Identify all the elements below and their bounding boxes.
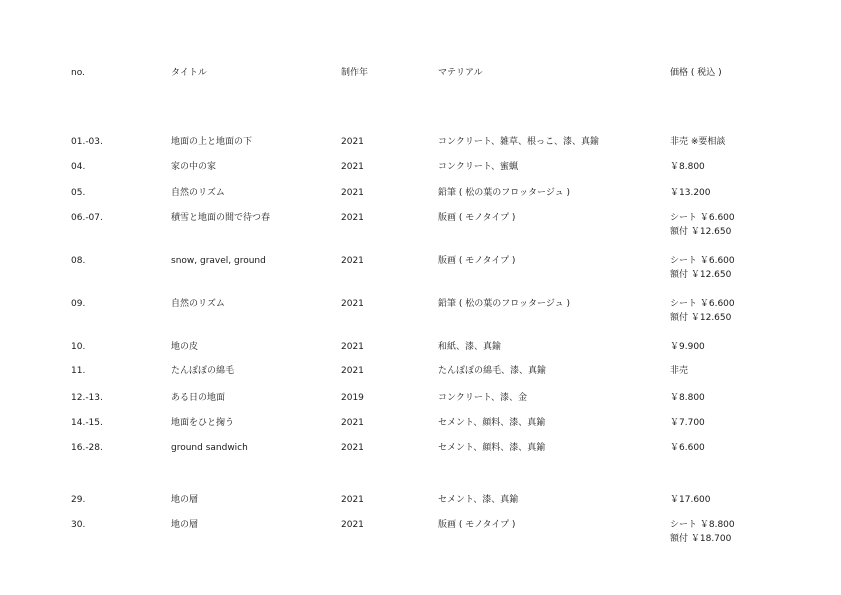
row-no: 11. (71, 366, 86, 376)
row-year: 2021 (341, 299, 364, 309)
row-material: 鉛筆 ( 松の葉のフロッタージュ ) (438, 188, 571, 198)
row-title: 自然のリズム (171, 299, 225, 309)
price-line: シート ￥6.600 (670, 299, 735, 309)
row-year: 2021 (341, 366, 364, 376)
row-material: たんぽぽの綿毛、漆、真鍮 (438, 366, 547, 376)
row-price (670, 300, 735, 328)
row-title: ground sandwich (171, 443, 248, 453)
row-price (670, 419, 705, 433)
price-line: 額付 ￥12.650 (670, 270, 732, 280)
row-material: 版画 ( モノタイプ ) (438, 520, 516, 530)
row-price (670, 394, 705, 408)
row-no: 29. (71, 495, 86, 505)
row-price (670, 343, 705, 357)
row-material: コンクリート、漆、金 (438, 393, 528, 403)
row-title: ある日の地面 (171, 393, 226, 403)
row-material: 版画 ( モノタイプ ) (438, 213, 516, 223)
row-price (670, 521, 735, 549)
header-price: 価格 ( 税込 ) (670, 68, 722, 78)
row-no: 01.-03. (71, 137, 103, 147)
row-price (670, 163, 705, 177)
row-title: 地の層 (171, 520, 199, 530)
row-year: 2021 (341, 137, 364, 147)
row-price (670, 257, 735, 285)
row-year: 2021 (341, 342, 364, 352)
price-line: ￥8.800 (670, 162, 705, 172)
row-no: 08. (71, 256, 86, 266)
row-material: セメント、顔料、漆、真鍮 (438, 418, 546, 428)
price-line: ￥17.600 (670, 495, 711, 505)
row-year: 2021 (341, 520, 364, 530)
price-line: シート ￥8.800 (670, 520, 735, 530)
row-price (670, 367, 688, 381)
row-year: 2019 (341, 393, 364, 403)
row-year: 2021 (341, 418, 364, 428)
row-title: 地の皮 (171, 342, 199, 352)
price-line: 非売 (670, 366, 689, 376)
row-title: 地面をひと掬う (171, 418, 235, 428)
row-title: たんぽぽの綿毛 (171, 366, 235, 376)
price-line: 額付 ￥12.650 (670, 313, 732, 323)
row-no: 06.-07. (71, 213, 103, 223)
row-title: 地の層 (171, 495, 199, 505)
price-line: ￥6.600 (670, 443, 705, 453)
row-material: セメント、漆、真鍮 (438, 495, 519, 505)
row-price (670, 444, 705, 458)
row-no: 10. (71, 342, 86, 352)
row-no: 30. (71, 520, 86, 530)
row-material: 鉛筆 ( 松の葉のフロッタージュ ) (438, 299, 571, 309)
price-line: ￥7.700 (670, 418, 705, 428)
row-price (670, 214, 735, 242)
row-title: 自然のリズム (171, 188, 225, 198)
row-year: 2021 (341, 188, 364, 198)
price-line: 非売 ※要相談 (670, 137, 726, 147)
row-year: 2021 (341, 256, 364, 266)
header-material: マテリアル (438, 68, 483, 78)
row-material: セメント、顔料、漆、真鍮 (438, 443, 546, 453)
row-no: 14.-15. (71, 418, 103, 428)
row-title: 家の中の家 (171, 162, 217, 172)
price-line: ￥9.900 (670, 342, 705, 352)
row-year: 2021 (341, 495, 364, 505)
row-title: 地面の上と地面の下 (171, 137, 253, 147)
price-line: シート ￥6.600 (670, 213, 735, 223)
row-no: 12.-13. (71, 393, 103, 403)
row-material: 和紙、漆、真鍮 (438, 342, 502, 352)
header-title: タイトル (171, 68, 207, 78)
row-material: 版画 ( モノタイプ ) (438, 256, 516, 266)
price-line: 額付 ￥18.700 (670, 534, 732, 544)
row-title: snow, gravel, ground (171, 256, 266, 266)
row-material: コンクリート、雑草、根っこ、漆、真鍮 (438, 137, 600, 147)
header-no: no. (71, 68, 85, 78)
row-price (670, 189, 711, 203)
row-price (670, 496, 711, 510)
price-line: ￥13.200 (670, 188, 711, 198)
row-title: 積雪と地面の間で待つ春 (171, 213, 271, 223)
row-year: 2021 (341, 443, 364, 453)
row-no: 09. (71, 299, 86, 309)
row-no: 04. (71, 162, 86, 172)
row-year: 2021 (341, 213, 364, 223)
row-material: コンクリート、蜜蝋 (438, 162, 519, 172)
price-line: シート ￥6.600 (670, 256, 735, 266)
price-line: 額付 ￥12.650 (670, 227, 732, 237)
row-year: 2021 (341, 162, 364, 172)
price-line: ￥8.800 (670, 393, 705, 403)
header-year: 制作年 (341, 68, 369, 78)
row-no: 16.-28. (71, 443, 103, 453)
row-price (670, 138, 725, 152)
row-no: 05. (71, 188, 86, 198)
